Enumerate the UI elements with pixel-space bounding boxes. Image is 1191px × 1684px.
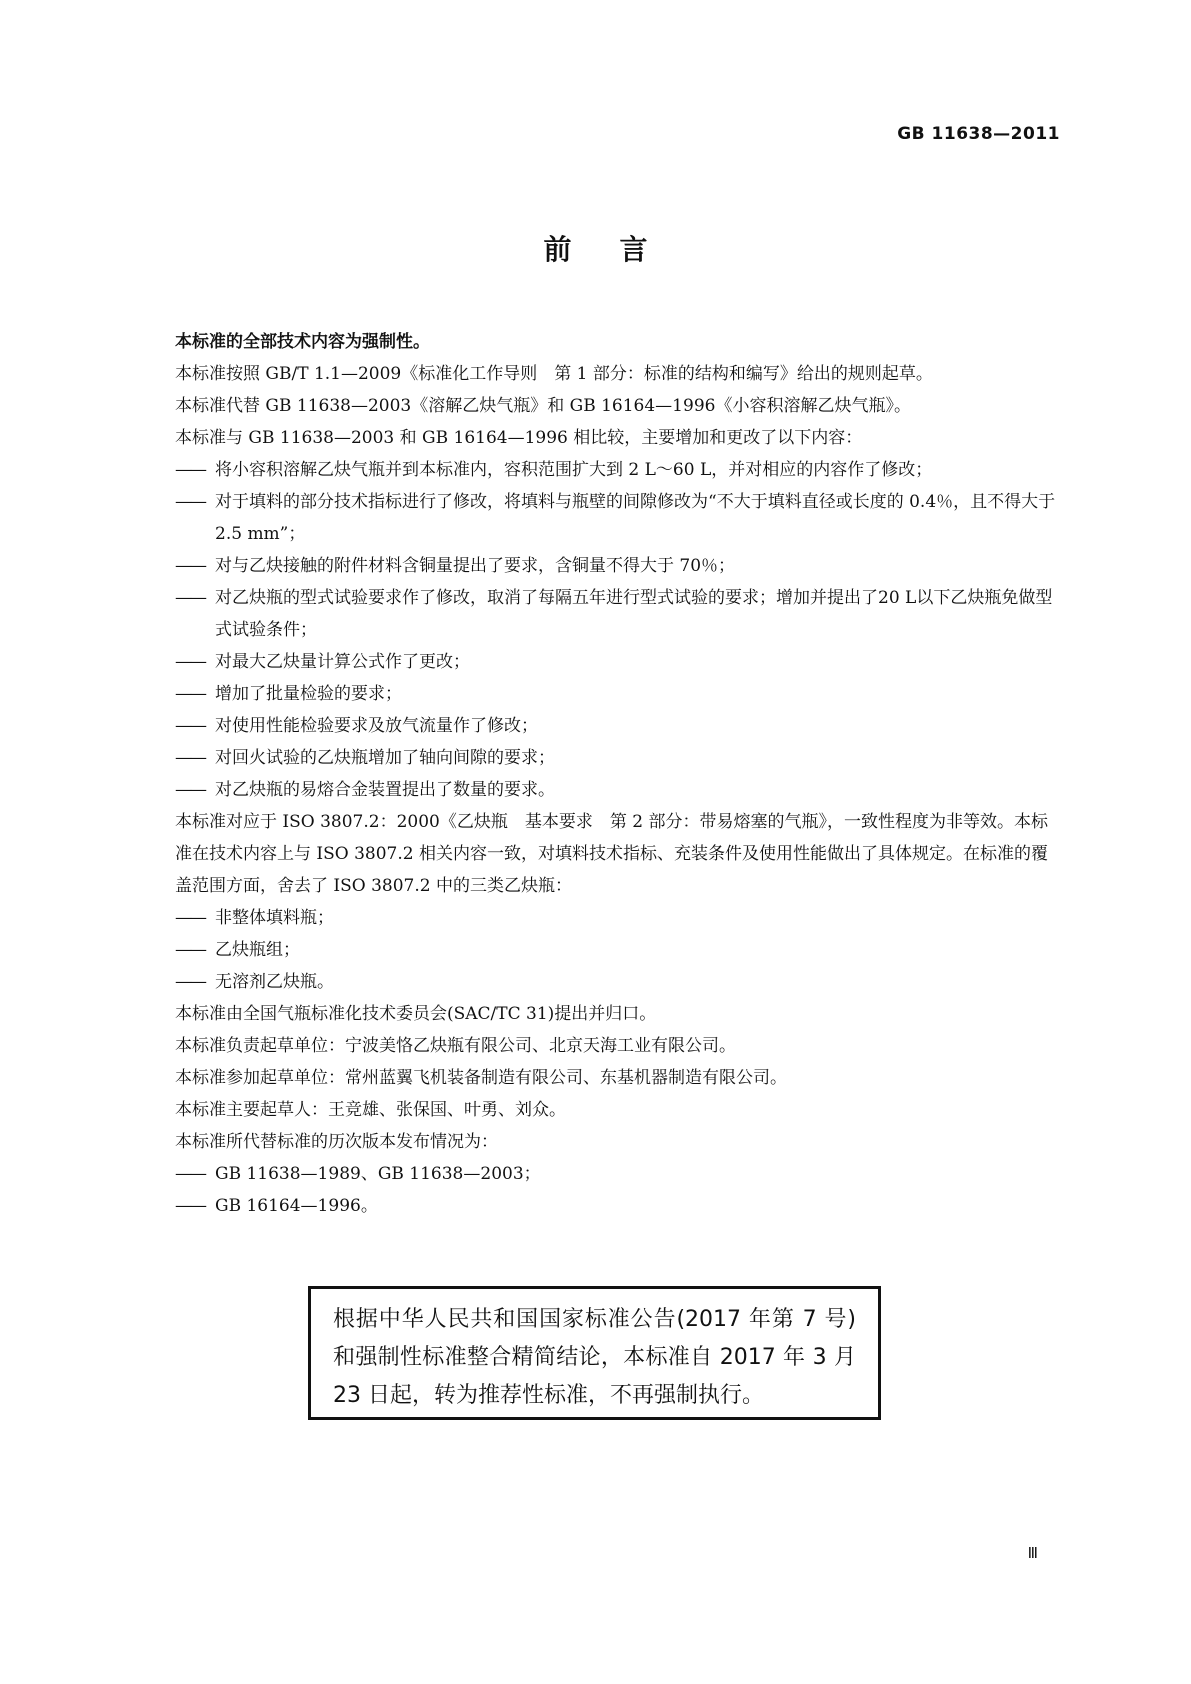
dash-marker: —— — [175, 1196, 205, 1216]
dash-marker: —— — [175, 556, 205, 576]
dash-marker: —— — [175, 972, 205, 992]
paragraph-replaces: 本标准代替 GB 11638—2003《溶解乙炔气瓶》和 GB 16164—1996《小容积溶解乙炔气瓶》。 — [175, 396, 911, 416]
dash-marker: —— — [175, 684, 205, 704]
omitted-item — [175, 902, 1060, 934]
page-title: 前言 — [543, 233, 696, 266]
change-item — [175, 742, 1060, 774]
conversion-notice-box — [308, 1286, 881, 1420]
standard-number: GB 11638—2011 — [897, 124, 1060, 144]
omitted-item — [175, 966, 1060, 998]
omitted-item-text: 非整体填料瓶； — [215, 908, 334, 928]
change-item — [175, 678, 1060, 710]
dash-marker: —— — [175, 716, 205, 736]
omitted-item-text: 无溶剂乙炔瓶。 — [215, 972, 334, 992]
dash-marker: —— — [175, 1164, 205, 1184]
change-item — [175, 550, 1060, 582]
omitted-item — [175, 934, 1060, 966]
change-item — [175, 710, 1060, 742]
change-item-text: 对于填料的部分技术指标进行了修改，将填料与瓶壁的间隙修改为“不大于填料直径或长度的 0.4％，且不得大于 2.5 mm”； — [215, 492, 1056, 544]
dash-marker: —— — [175, 588, 205, 608]
change-item — [175, 646, 1060, 678]
dash-marker: —— — [175, 940, 205, 960]
dash-marker: —— — [175, 908, 205, 928]
change-item-text: 对回火试验的乙炔瓶增加了轴向间隙的要求； — [215, 748, 555, 768]
mandatory-statement: 本标准的全部技术内容为强制性。 — [175, 332, 430, 352]
paragraph-drafting-rules: 本标准按照 GB/T 1.1—2009《标准化工作导则 第 1 部分：标准的结构和编写》给出的规则起草。 — [175, 364, 933, 384]
paragraph-proposed-by: 本标准由全国气瓶标准化技术委员会(SAC/TC 31)提出并归口。 — [175, 1004, 657, 1024]
change-item — [175, 486, 1060, 550]
change-item-text: 对乙炔瓶的型式试验要求作了修改，取消了每隔五年进行型式试验的要求；增加并提出了20 L以下乙炔瓶免做型式试验条件； — [215, 588, 1053, 640]
paragraph-iso-correspondence: 本标准对应于 ISO 3807.2：2000《乙炔瓶 基本要求 第 2 部分：带易熔塞的气瓶》，一致性程度为非等效。本标准在技术内容上与 ISO 3807.2 相关内容一致，对填料技术指标、充装条件及使用性能做出了具体规定。在标准的覆盖范围方面，舍去了 ISO 3807.2 中的三类乙炔瓶： — [175, 812, 1048, 896]
change-item — [175, 582, 1060, 646]
history-item — [175, 1158, 1060, 1190]
history-item-text: GB 11638—1989、GB 11638—2003； — [215, 1164, 541, 1184]
change-item-text: 对与乙炔接触的附件材料含铜量提出了要求，含铜量不得大于 70％； — [215, 556, 736, 576]
omitted-item-text: 乙炔瓶组； — [215, 940, 300, 960]
page-number: Ⅲ — [1027, 1544, 1038, 1562]
change-item-text: 对乙炔瓶的易熔合金装置提出了数量的要求。 — [215, 780, 555, 800]
history-item — [175, 1190, 1060, 1222]
change-item — [175, 774, 1060, 806]
dash-marker: —— — [175, 460, 205, 480]
change-item-text: 对使用性能检验要求及放气流量作了修改； — [215, 716, 538, 736]
dash-marker: —— — [175, 780, 205, 800]
conversion-notice-text: 根据中华人民共和国国家标准公告(2017 年第 7 号)和强制性标准整合精简结论，本标准自 2017 年 3 月 23 日起，转为推荐性标准，不再强制执行。 — [333, 1307, 856, 1408]
change-item — [175, 454, 1060, 486]
change-item-text: 对最大乙炔量计算公式作了更改； — [215, 652, 470, 672]
paragraph-participating-drafters: 本标准参加起草单位：常州蓝翼飞机装备制造有限公司、东基机器制造有限公司。 — [175, 1068, 787, 1088]
change-item-text: 增加了批量检验的要求； — [215, 684, 402, 704]
change-item-text: 将小容积溶解乙炔气瓶并到本标准内，容积范围扩大到 2 L～60 L，并对相应的内容作了修改； — [215, 460, 933, 480]
dash-marker: —— — [175, 652, 205, 672]
dash-marker: —— — [175, 492, 205, 512]
foreword-body — [175, 326, 1060, 1222]
paragraph-main-drafters: 本标准主要起草人：王竞雄、张保国、叶勇、刘众。 — [175, 1100, 566, 1120]
paragraph-changes-intro: 本标准与 GB 11638—2003 和 GB 16164—1996 相比较，主要增加和更改了以下内容： — [175, 428, 863, 448]
history-item-text: GB 16164—1996。 — [215, 1196, 378, 1216]
dash-marker: —— — [175, 748, 205, 768]
paragraph-history-intro: 本标准所代替标准的历次版本发布情况为： — [175, 1132, 498, 1152]
paragraph-responsible-drafters: 本标准负责起草单位：宁波美恪乙炔瓶有限公司、北京天海工业有限公司。 — [175, 1036, 736, 1056]
